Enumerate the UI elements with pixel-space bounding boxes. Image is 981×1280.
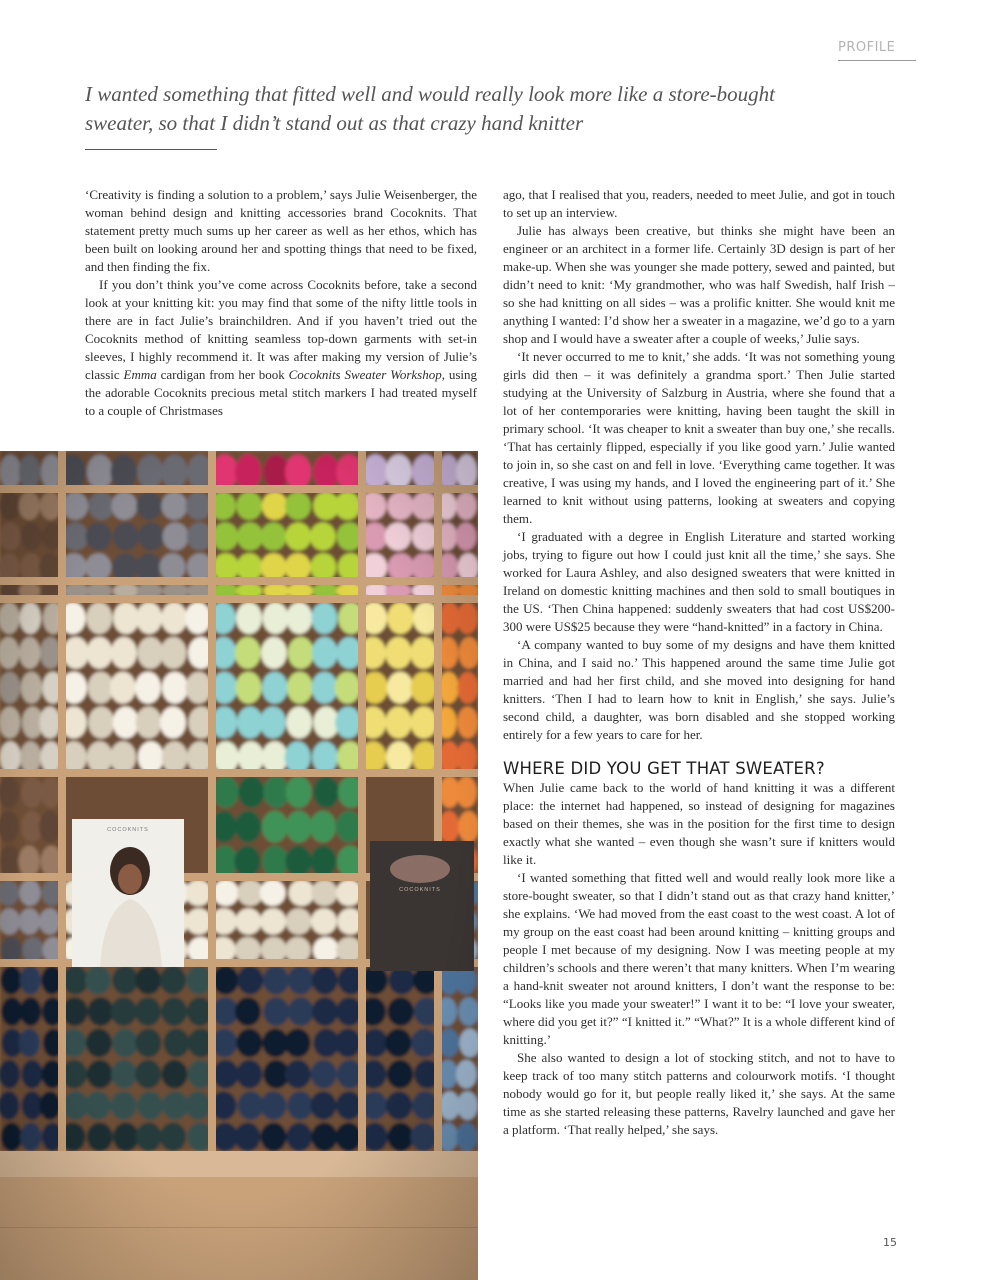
article-column-left: [85, 186, 477, 420]
quote-divider: [85, 149, 217, 150]
page-number: 15: [883, 1236, 897, 1249]
book-title-emma: Emma: [123, 367, 157, 382]
article-paragraph: Julie has always been creative, but thinks she might have been an engineer or an architect in a former life. Certainly 3D design is part of her make-up. When she was younger she made pottery, sewed and painted, but didn’t need to knit: ‘My grandmother, who was half Swedish, half Irish – so she had knitting on all sides – was a prolific knitter. She would knit me anything I wanted: I’d show her a sweater in a magazine, we’d go to a yarn shop and I would have a sweater after a couple of weeks,’ Julie says.: [503, 223, 895, 346]
article-paragraph: [85, 276, 477, 420]
article-paragraph: ‘Creativity is finding a solution to a problem,’ says Julie Weisenberger, the woman behind design and knitting accessories brand Cocoknits. That statement pretty much sums up her career as well as her ethos, which has been built on looking around her and spotting things that need to be fixed, and then finding the fix.: [85, 187, 477, 274]
paragraph-text: cardigan from her book: [156, 367, 289, 382]
article-paragraph: ‘It never occurred to me to knit,’ she adds. ‘It was not something young girls did then – it was definitely a grandma sport.’ Then Julie started studying at the University of Salzburg in Austria, where she found that a lot of her contemporaries were knitting, having been taught the skill in primary school. ‘It was cheaper to knit a sweater than buy one,’ she recalls. ‘That has certainly flipped, especially if you like good yarn.’ Julie wanted to join in, so she cast on and fell in love. ‘Everything came together. It was creative, I was using my hands, and I loved the engineering part of it.’ She learned to knit without using patterns, looking at sweaters and copying them.: [503, 349, 895, 526]
section-label: PROFILE: [838, 40, 916, 61]
photo-vignette: [0, 451, 478, 1280]
section-subheading: WHERE DID YOU GET THAT SWEATER?: [503, 759, 825, 778]
article-paragraph: ‘I wanted something that fitted well and would really look more like a store-bought sweater, so that I didn’t stand out as that crazy hand knitter,’ she explains. ‘We had moved from the east coast to the west coast. A lot of my group on the east coast had been around knitting – knitting groups and people I met because of my designing. Now I was meeting people at my children’s schools and there weren’t that many knitters. When I’m wearing a hand-knit sweater not around knitters, I don’t want the response to be: “Looks like you made your sweater!” I want it to be: “I love your sweater, where did you get it?” “I knitted it.” “What?” It is a whole different kind of knitting.’: [503, 870, 895, 1047]
article-paragraph: She also wanted to design a lot of stocking stitch, and not to have to keep track of too many stitch patterns and colourwork motifs. ‘I thought nobody would go for it, but people really liked it,’ she says. At the same time as she started releasing these patterns, Ravelry launched and gave her a platform. ‘That really helped,’ she says.: [503, 1050, 895, 1137]
article-paragraph: When Julie came back to the world of hand knitting it was a different place: the internet had happened, so instead of designing for magazines based on their themes, she was in the position for the first time to design exactly what she wanted – even though she wasn’t sure if knitters would like it.: [503, 780, 895, 867]
article-paragraph: ‘I graduated with a degree in English Literature and started working jobs, trying to figure out how I could just knit all the time,’ she says. She worked for Laura Ashley, and also designed sweaters that were knitted in Ireland on domestic knitting machines and then sold to small boutiques in the US. ‘Then China happened: suddenly sweaters that had cost US$200-300 were US$25 because they were “hand-knitted” in a factory in China.: [503, 529, 895, 634]
article-paragraph: ‘A company wanted to buy some of my designs and have them knitted in China, and I said no.’ This happened around the same time Julie got married and had her first child, and she moved into designing for hand knitters. ‘Then I had to learn how to knit in English,’ she says. Julie’s second child, a daughter, was born disabled and she stopped working entirely for a few years to care for her.: [503, 637, 895, 742]
paragraph-text: If you don’t think you’ve come across Cocoknits before, take a second look at your knitting kit: you may find that some of the nifty little tools in there are in fact Julie’s brainchildren. And if you haven’t tried out the Cocoknits method of knitting seamless top-down garments with set-in sleeves, I highly recommend it. It was after making my version of Julie’s classic: [85, 277, 477, 382]
paragraph-text: using the adorable Cocoknits precious metal stitch markers I had treated myself to a couple of Christmases: [85, 367, 478, 418]
pull-quote: I wanted something that fitted well and would really look more like a store-bought sweater, so that I didn’t stand out as that crazy hand knitter: [85, 82, 775, 135]
yarn-shelf-photo: [0, 451, 478, 1280]
article-column-right: [503, 186, 895, 1139]
article-paragraph: ago, that I realised that you, readers, needed to meet Julie, and got in touch to set up an interview.: [503, 187, 895, 220]
book-title-workshop: Cocoknits Sweater Workshop,: [288, 367, 445, 382]
